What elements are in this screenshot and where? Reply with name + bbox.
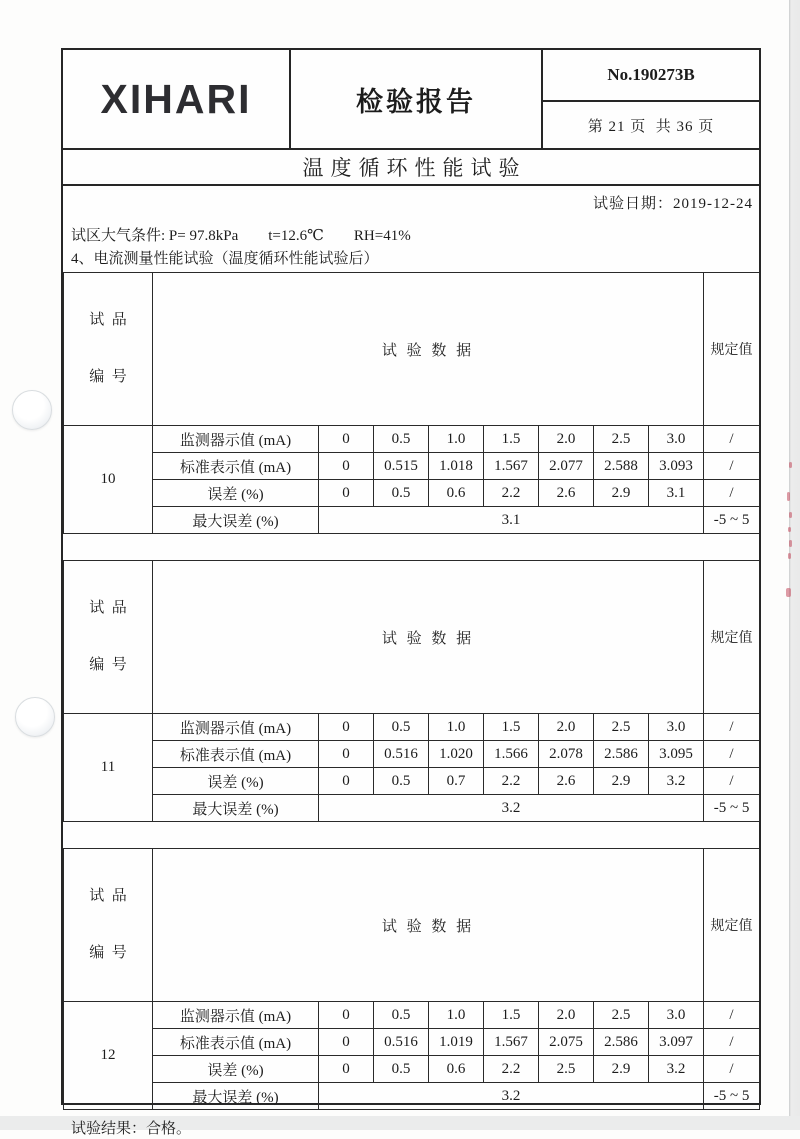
spec-value: -5 ~ 5 xyxy=(704,795,760,822)
row-label-error: 误差 (%) xyxy=(153,1056,319,1083)
company-logo: XIHARI xyxy=(100,75,252,122)
test-data-header: 试 验 数 据 xyxy=(153,273,704,426)
spec-value: / xyxy=(704,453,760,480)
standard-value: 0 xyxy=(319,453,374,480)
spec-value: / xyxy=(704,426,760,453)
standard-value: 2.588 xyxy=(594,453,649,480)
report-header xyxy=(63,50,759,150)
standard-value: 2.078 xyxy=(539,741,594,768)
spec-value: / xyxy=(704,768,760,795)
standard-value: 1.566 xyxy=(484,741,539,768)
monitor-value: 2.5 xyxy=(594,1002,649,1029)
sample-header-line1: 试 品 xyxy=(89,312,127,328)
error-value: 2.6 xyxy=(539,768,594,795)
error-value: 0.5 xyxy=(374,480,429,507)
sample-header-line1: 试 品 xyxy=(89,600,127,616)
table-header-row xyxy=(64,849,760,1002)
standard-value: 0 xyxy=(319,741,374,768)
monitor-row xyxy=(64,426,760,453)
standard-value: 2.586 xyxy=(594,741,649,768)
sample-no: 11 xyxy=(64,714,153,822)
pressure-value: P= 97.8kPa xyxy=(168,228,239,244)
spec-value: / xyxy=(704,714,760,741)
row-label-max-error: 最大误差 (%) xyxy=(153,507,319,534)
temperature-value: t=12.6℃ xyxy=(268,228,324,244)
row-label-monitor: 监测器示值 (mA) xyxy=(153,1002,319,1029)
spec-header: 规定值 xyxy=(704,273,760,426)
monitor-value: 2.5 xyxy=(594,714,649,741)
error-value: 3.2 xyxy=(649,1056,704,1083)
standard-value: 0.516 xyxy=(374,1029,429,1056)
max-error-value: 3.2 xyxy=(319,795,704,822)
error-row xyxy=(64,768,760,795)
error-row xyxy=(64,480,760,507)
standard-row xyxy=(64,453,760,480)
test-result-label: 试验结果： xyxy=(71,1121,147,1137)
spec-header: 规定值 xyxy=(704,849,760,1002)
monitor-value: 0 xyxy=(319,426,374,453)
sample-no-header xyxy=(64,273,153,426)
error-value: 2.9 xyxy=(594,768,649,795)
sample-header-line2: 编 号 xyxy=(89,657,127,673)
sample-no: 12 xyxy=(64,1002,153,1110)
spec-value: / xyxy=(704,1029,760,1056)
monitor-value: 1.0 xyxy=(429,426,484,453)
row-label-error: 误差 (%) xyxy=(153,768,319,795)
test-data-header: 试 验 数 据 xyxy=(153,561,704,714)
table-header-row xyxy=(64,561,760,714)
standard-value: 3.093 xyxy=(649,453,704,480)
standard-value: 0 xyxy=(319,1029,374,1056)
error-value: 0.7 xyxy=(429,768,484,795)
error-value: 2.5 xyxy=(539,1056,594,1083)
standard-value: 1.018 xyxy=(429,453,484,480)
spec-value: -5 ~ 5 xyxy=(704,1083,760,1110)
report-page-frame xyxy=(61,48,761,1137)
row-label-monitor: 监测器示值 (mA) xyxy=(153,714,319,741)
error-value: 2.2 xyxy=(484,1056,539,1083)
row-label-max-error: 最大误差 (%) xyxy=(153,1083,319,1110)
test-date-label: 试验日期： xyxy=(592,196,673,212)
monitor-value: 3.0 xyxy=(649,1002,704,1029)
max-error-row xyxy=(64,1083,760,1110)
spec-value: / xyxy=(704,741,760,768)
test-data-header: 试 验 数 据 xyxy=(153,849,704,1002)
spec-value: / xyxy=(704,1056,760,1083)
monitor-value: 0.5 xyxy=(374,426,429,453)
sample-header-line2: 编 号 xyxy=(89,369,127,385)
error-row xyxy=(64,1056,760,1083)
standard-value: 1.567 xyxy=(484,453,539,480)
document-title: 检验报告 xyxy=(291,50,543,148)
row-label-standard: 标准表示值 (mA) xyxy=(153,1029,319,1056)
monitor-value: 1.0 xyxy=(429,714,484,741)
error-value: 2.6 xyxy=(539,480,594,507)
standard-value: 3.097 xyxy=(649,1029,704,1056)
test-result-value: 合格。 xyxy=(146,1121,192,1137)
standard-value: 2.075 xyxy=(539,1029,594,1056)
test-date-value: 2019-12-24 xyxy=(673,196,753,212)
table-header-row xyxy=(64,273,760,426)
monitor-value: 1.5 xyxy=(484,714,539,741)
standard-row xyxy=(64,741,760,768)
monitor-value: 1.5 xyxy=(484,1002,539,1029)
header-right-cell xyxy=(543,50,759,148)
punch-hole xyxy=(12,390,52,430)
atmospheric-conditions-line xyxy=(63,226,759,246)
standard-value: 1.020 xyxy=(429,741,484,768)
spec-value: -5 ~ 5 xyxy=(704,507,760,534)
monitor-value: 0.5 xyxy=(374,714,429,741)
monitor-value: 3.0 xyxy=(649,714,704,741)
error-value: 2.9 xyxy=(594,1056,649,1083)
spec-value: / xyxy=(704,1002,760,1029)
page-title: 温度循环性能试验 xyxy=(63,150,759,186)
measurement-table-sample-12 xyxy=(63,848,760,1110)
test-result-line xyxy=(63,1119,759,1139)
logo-cell xyxy=(63,50,291,148)
spec-header: 规定值 xyxy=(704,561,760,714)
standard-value: 1.019 xyxy=(429,1029,484,1056)
standard-row xyxy=(64,1029,760,1056)
max-error-value: 3.1 xyxy=(319,507,704,534)
row-label-standard: 标准表示值 (mA) xyxy=(153,741,319,768)
sample-header-line1: 试 品 xyxy=(89,888,127,904)
error-value: 0.6 xyxy=(429,480,484,507)
monitor-value: 2.0 xyxy=(539,426,594,453)
error-value: 2.9 xyxy=(594,480,649,507)
row-label-standard: 标准表示值 (mA) xyxy=(153,453,319,480)
error-value: 0.6 xyxy=(429,1056,484,1083)
conditions-label: 试区大气条件: xyxy=(71,228,169,244)
error-value: 0 xyxy=(319,480,374,507)
error-value: 3.1 xyxy=(649,480,704,507)
paper-right-edge xyxy=(789,0,800,1130)
monitor-value: 2.0 xyxy=(539,1002,594,1029)
report-number: No.190273B xyxy=(543,50,759,102)
monitor-value: 1.5 xyxy=(484,426,539,453)
error-value: 0.5 xyxy=(374,1056,429,1083)
monitor-row xyxy=(64,714,760,741)
standard-value: 0.515 xyxy=(374,453,429,480)
monitor-value: 0 xyxy=(319,1002,374,1029)
standard-value: 1.567 xyxy=(484,1029,539,1056)
humidity-value: RH=41% xyxy=(353,228,411,244)
section-heading: 4、电流测量性能试验（温度循环性能试验后） xyxy=(71,251,379,267)
sample-no-header xyxy=(64,849,153,1002)
sample-no-header xyxy=(64,561,153,714)
error-value: 0 xyxy=(319,768,374,795)
page-number-info: 第 21 页 共 36 页 xyxy=(587,118,715,135)
max-error-value: 3.2 xyxy=(319,1083,704,1110)
monitor-value: 2.0 xyxy=(539,714,594,741)
row-label-monitor: 监测器示值 (mA) xyxy=(153,426,319,453)
error-value: 2.2 xyxy=(484,480,539,507)
sample-no: 10 xyxy=(64,426,153,534)
monitor-value: 3.0 xyxy=(649,426,704,453)
error-value: 3.2 xyxy=(649,768,704,795)
standard-value: 0.516 xyxy=(374,741,429,768)
row-label-max-error: 最大误差 (%) xyxy=(153,795,319,822)
monitor-value: 0 xyxy=(319,714,374,741)
error-value: 0.5 xyxy=(374,768,429,795)
spec-value: / xyxy=(704,480,760,507)
standard-value: 2.586 xyxy=(594,1029,649,1056)
test-date-line xyxy=(63,194,759,214)
standard-value: 3.095 xyxy=(649,741,704,768)
error-value: 2.2 xyxy=(484,768,539,795)
max-error-row xyxy=(64,795,760,822)
monitor-value: 1.0 xyxy=(429,1002,484,1029)
sample-header-line2: 编 号 xyxy=(89,945,127,961)
punch-hole xyxy=(15,697,55,737)
row-label-error: 误差 (%) xyxy=(153,480,319,507)
monitor-row xyxy=(64,1002,760,1029)
monitor-value: 0.5 xyxy=(374,1002,429,1029)
monitor-value: 2.5 xyxy=(594,426,649,453)
measurement-table-sample-11 xyxy=(63,560,760,822)
standard-value: 2.077 xyxy=(539,453,594,480)
error-value: 0 xyxy=(319,1056,374,1083)
max-error-row xyxy=(64,507,760,534)
measurement-table-sample-10 xyxy=(63,272,760,534)
